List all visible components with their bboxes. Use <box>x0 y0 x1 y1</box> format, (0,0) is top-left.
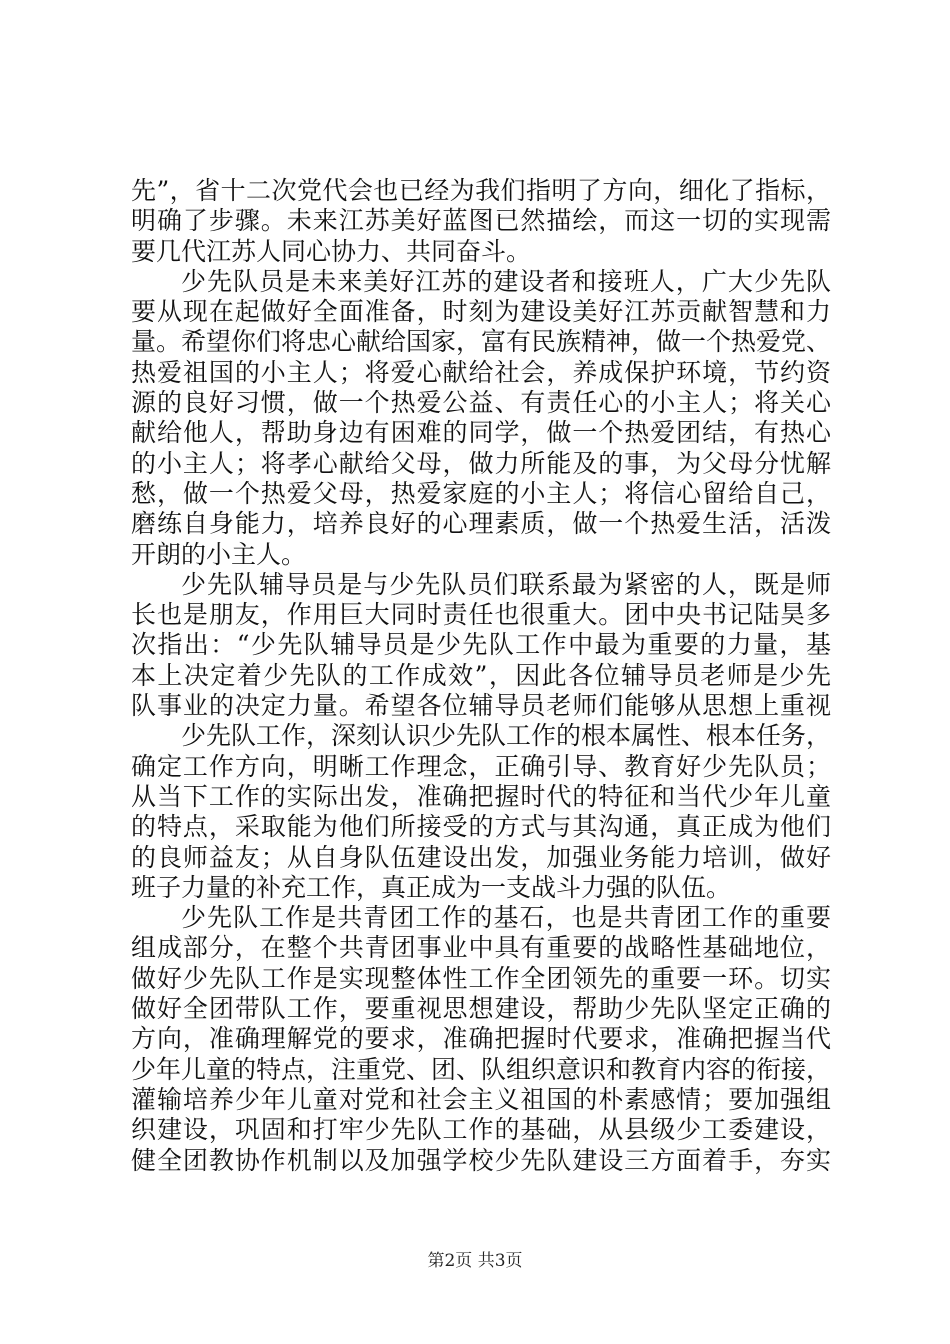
text-line: 组成部分，在整个共青团事业中具有重要的战略性基础地位， <box>131 933 831 963</box>
text-line: 织建设，巩固和打牢少先队工作的基础，从县级少工委建设， <box>131 1115 831 1145</box>
text-line: 少先队工作是共青团工作的基石，也是共青团工作的重要 <box>181 903 831 933</box>
page-footer <box>0 1246 950 1271</box>
paragraph <box>131 903 831 1176</box>
text-line: 先”，省十二次党代会也已经为我们指明了方向，细化了指标， <box>131 176 831 205</box>
text-line: 要几代江苏人同心协力、共同奋斗。 <box>131 236 532 266</box>
text-line: 从当下工作的实际出发，准确把握时代的特征和当代少年儿童 <box>131 781 831 811</box>
paragraph <box>131 570 831 721</box>
text-line: 本上决定着少先队的工作成效”，因此各位辅导员老师是少先 <box>131 660 831 690</box>
text-line: 方向，准确理解党的要求，准确把握时代要求，准确把握当代 <box>131 1024 831 1054</box>
text-line: 确定工作方向，明晰工作理念，正确引导、教育好少先队员； <box>131 751 831 781</box>
text-line: 次指出：“少先队辅导员是少先队工作中最为重要的力量，基 <box>131 630 831 660</box>
text-line: 少先队工作，深刻认识少先队工作的根本属性、根本任务， <box>181 721 832 751</box>
text-line: 长也是朋友，作用巨大同时责任也很重大。团中央书记陆昊多 <box>131 600 831 630</box>
text-line: 班子力量的补充工作，真正成为一支战斗力强的队伍。 <box>131 872 732 902</box>
text-line: 少先队员是未来美好江苏的建设者和接班人，广大少先队 <box>181 266 831 296</box>
text-line: 队事业的决定力量。希望各位辅导员老师们能够从思想上重视 <box>131 691 831 721</box>
text-line: 少年儿童的特点，注重党、团、队组织意识和教育内容的衔接， <box>131 1054 832 1084</box>
text-line: 的良师益友；从自身队伍建设出发，加强业务能力培训，做好 <box>131 842 831 872</box>
text-line: 磨练自身能力，培养良好的心理素质，做一个热爱生活，活泼 <box>131 509 831 539</box>
paragraph <box>131 267 831 570</box>
text-line: 健全团教协作机制以及加强学校少先队建设三方面着手，夯实 <box>131 1145 831 1175</box>
text-line: 做好全团带队工作，要重视思想建设，帮助少先队坚定正确的 <box>131 994 831 1024</box>
page-number: 第2页 共3页 <box>427 1251 523 1271</box>
text-line: 源的良好习惯，做一个热爱公益、有责任心的小主人；将关心 <box>131 388 831 418</box>
text-line: 做好少先队工作是实现整体性工作全团领先的重要一环。切实 <box>131 963 831 993</box>
text-line: 量。希望你们将忠心献给国家，富有民族精神，做一个热爱党、 <box>131 327 832 357</box>
text-line: 的小主人；将孝心献给父母，做力所能及的事，为父母分忧解 <box>131 448 831 478</box>
text-line: 献给他人，帮助身边有困难的同学，做一个热爱团结，有热心 <box>131 418 831 448</box>
text-line: 的特点，采取能为他们所接受的方式与其沟通，真正成为他们 <box>131 812 831 842</box>
text-line: 灌输培养少年儿童对党和社会主义祖国的朴素感情；要加强组 <box>131 1084 831 1114</box>
paragraph <box>131 721 831 903</box>
text-line: 少先队辅导员是与少先队员们联系最为紧密的人，既是师 <box>181 569 831 599</box>
text-line: 热爱祖国的小主人；将爱心献给社会，养成保护环境，节约资 <box>131 357 831 387</box>
text-line: 愁，做一个热爱父母，热爱家庭的小主人；将信心留给自己， <box>131 478 831 508</box>
document-body <box>131 176 831 1176</box>
text-line: 明确了步骤。未来江苏美好蓝图已然描绘，而这一切的实现需 <box>131 206 831 236</box>
text-line: 要从现在起做好全面准备，时刻为建设美好江苏贡献智慧和力 <box>131 297 831 327</box>
paragraph <box>131 176 831 267</box>
text-line: 开朗的小主人。 <box>131 539 307 569</box>
